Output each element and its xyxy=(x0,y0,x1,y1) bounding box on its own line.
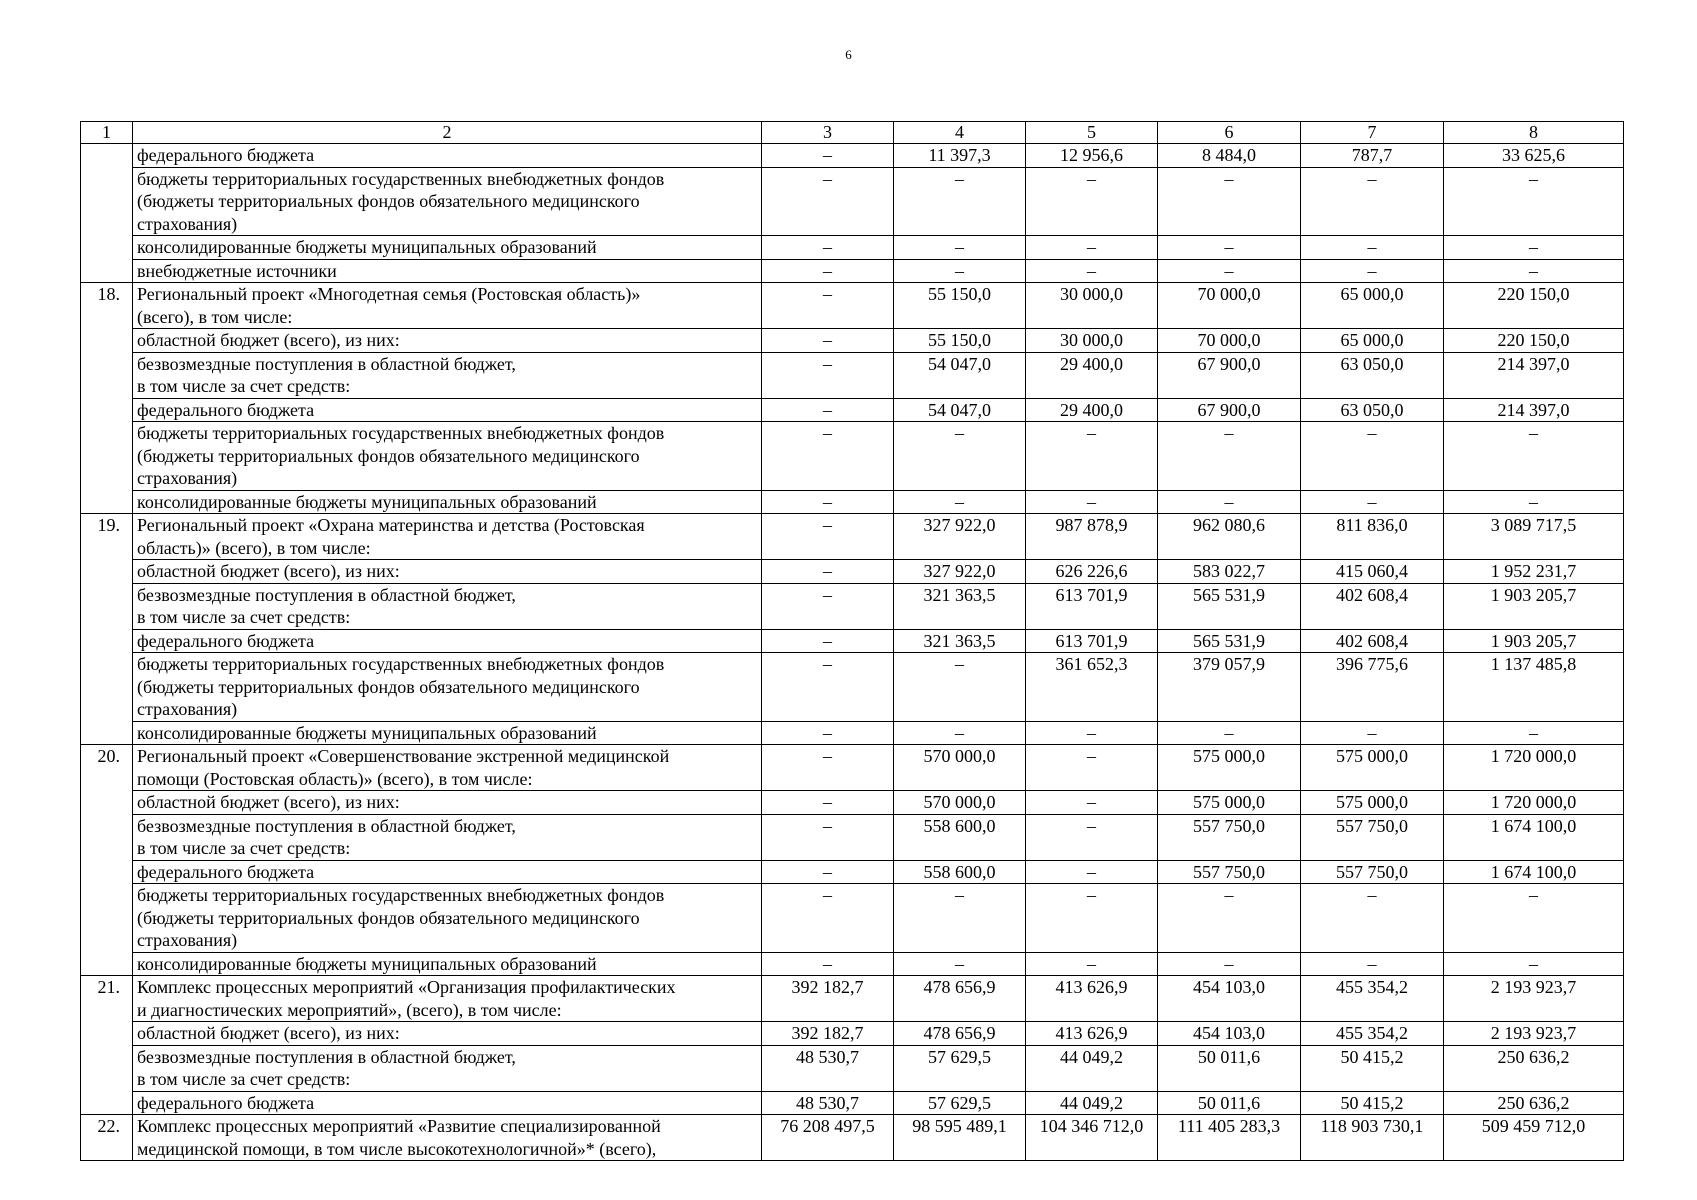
description-line: консолидированные бюджеты муниципальных образований xyxy=(137,237,597,257)
table-row xyxy=(81,560,1624,584)
value-cell-col-3: – xyxy=(762,560,894,584)
value-cell-col-7: 787,7 xyxy=(1301,144,1444,168)
description-line: бюджеты территориальных государственных внебюджетных фондов xyxy=(137,423,665,443)
table-row xyxy=(81,1045,1624,1091)
value-cell-col-5: 44 049,2 xyxy=(1026,1091,1158,1115)
value-cell-col-7: 402 608,4 xyxy=(1301,583,1444,629)
row-description xyxy=(133,1045,762,1091)
description-line: консолидированные бюджеты муниципальных образований xyxy=(137,722,597,743)
value-cell-col-6: 565 531,9 xyxy=(1158,583,1301,629)
value-cell-col-4: – xyxy=(894,952,1026,976)
value-cell-col-5: – xyxy=(1026,167,1158,236)
table-row xyxy=(81,1022,1624,1046)
value-cell-col-8: 250 636,2 xyxy=(1444,1091,1624,1115)
value-cell-col-3: – xyxy=(762,745,894,791)
value-cell-col-5: 29 400,0 xyxy=(1026,352,1158,398)
value-cell-col-4: – xyxy=(894,490,1026,514)
description-line: страхования) xyxy=(137,930,238,950)
description-line: безвозмездные поступления в областной бюджет, xyxy=(137,1046,516,1067)
table-row xyxy=(81,721,1624,745)
value-cell-col-7: 811 836,0 xyxy=(1301,514,1444,560)
value-cell-col-4: – xyxy=(894,167,1026,236)
row-index: 21. xyxy=(81,976,133,1115)
value-cell-col-8: 509 459 712,0 xyxy=(1444,1115,1624,1161)
value-cell-col-5: 361 652,3 xyxy=(1026,653,1158,722)
row-description xyxy=(133,721,762,745)
value-cell-col-8: – xyxy=(1444,490,1624,514)
row-description xyxy=(133,352,762,398)
value-cell-col-5: – xyxy=(1026,791,1158,815)
row-description xyxy=(133,1115,762,1161)
value-cell-col-7: 575 000,0 xyxy=(1301,791,1444,815)
description-line: медицинской помощи, в том числе высокотехнологичной»* (всего), xyxy=(137,1138,657,1159)
value-cell-col-4: 570 000,0 xyxy=(894,745,1026,791)
row-description xyxy=(133,952,762,976)
value-cell-col-3: – xyxy=(762,352,894,398)
value-cell-col-5: – xyxy=(1026,422,1158,491)
description-line: областной бюджет (всего), из них: xyxy=(137,1023,400,1043)
value-cell-col-5: – xyxy=(1026,236,1158,260)
table-row xyxy=(81,791,1624,815)
value-cell-col-8: 214 397,0 xyxy=(1444,352,1624,398)
value-cell-col-6: 379 057,9 xyxy=(1158,653,1301,722)
value-cell-col-5: 613 701,9 xyxy=(1026,583,1158,629)
value-cell-col-5: 987 878,9 xyxy=(1026,514,1158,560)
description-line: областной бюджет (всего), из них: xyxy=(137,330,400,350)
table-row xyxy=(81,144,1624,168)
value-cell-col-7: – xyxy=(1301,259,1444,283)
value-cell-col-5: 613 701,9 xyxy=(1026,629,1158,653)
value-cell-col-7: – xyxy=(1301,490,1444,514)
value-cell-col-6: – xyxy=(1158,884,1301,953)
value-cell-col-7: 50 415,2 xyxy=(1301,1045,1444,1091)
value-cell-col-3: 48 530,7 xyxy=(762,1091,894,1115)
value-cell-col-4: 57 629,5 xyxy=(894,1091,1026,1115)
value-cell-col-6: – xyxy=(1158,721,1301,745)
value-cell-col-3: 76 208 497,5 xyxy=(762,1115,894,1161)
value-cell-col-5: 104 346 712,0 xyxy=(1026,1115,1158,1161)
value-cell-col-7: 63 050,0 xyxy=(1301,398,1444,422)
value-cell-col-8: – xyxy=(1444,721,1624,745)
value-cell-col-6: 557 750,0 xyxy=(1158,814,1301,860)
description-line: (бюджеты территориальных фондов обязательного медицинского xyxy=(137,445,640,466)
description-line: (бюджеты территориальных фондов обязательного медицинского xyxy=(137,907,640,928)
value-cell-col-6: 50 011,6 xyxy=(1158,1045,1301,1091)
value-cell-col-7: 557 750,0 xyxy=(1301,814,1444,860)
row-description xyxy=(133,791,762,815)
value-cell-col-4: – xyxy=(894,653,1026,722)
value-cell-col-8: 220 150,0 xyxy=(1444,329,1624,353)
description-line: Комплекс процессных мероприятий «Организация профилактических xyxy=(137,977,676,997)
value-cell-col-5: – xyxy=(1026,259,1158,283)
value-cell-col-7: – xyxy=(1301,167,1444,236)
row-index: 19. xyxy=(81,514,133,745)
value-cell-col-8: – xyxy=(1444,167,1624,236)
value-cell-col-3: – xyxy=(762,884,894,953)
value-cell-col-5: – xyxy=(1026,952,1158,976)
value-cell-col-4: 478 656,9 xyxy=(894,976,1026,1022)
description-line: (бюджеты территориальных фондов обязательного медицинского xyxy=(137,191,640,211)
description-line: областной бюджет (всего), из них: xyxy=(137,561,400,581)
value-cell-col-6: 70 000,0 xyxy=(1158,329,1301,353)
description-line: безвозмездные поступления в областной бюджет, xyxy=(137,584,516,605)
row-description xyxy=(133,1091,762,1115)
value-cell-col-4: – xyxy=(894,259,1026,283)
description-line: внебюджетные источники xyxy=(137,260,337,281)
table-row xyxy=(81,283,1624,329)
value-cell-col-8: – xyxy=(1444,884,1624,953)
value-cell-col-5: 413 626,9 xyxy=(1026,976,1158,1022)
description-line: федерального бюджета xyxy=(137,630,315,651)
value-cell-col-7: – xyxy=(1301,721,1444,745)
value-cell-col-4: 55 150,0 xyxy=(894,283,1026,329)
row-description xyxy=(133,144,762,168)
description-line: бюджеты территориальных государственных внебюджетных фондов xyxy=(137,168,665,189)
value-cell-col-4: 570 000,0 xyxy=(894,791,1026,815)
column-header: 2 xyxy=(133,122,762,144)
table-row xyxy=(81,329,1624,353)
value-cell-col-3: – xyxy=(762,236,894,260)
value-cell-col-8: 2 193 923,7 xyxy=(1444,976,1624,1022)
value-cell-col-8: 1 674 100,0 xyxy=(1444,814,1624,860)
value-cell-col-4: – xyxy=(894,236,1026,260)
description-line: федерального бюджета xyxy=(137,399,315,420)
row-description xyxy=(133,259,762,283)
description-line: (всего), в том числе: xyxy=(137,306,293,327)
value-cell-col-8: 3 089 717,5 xyxy=(1444,514,1624,560)
value-cell-col-3: – xyxy=(762,860,894,884)
value-cell-col-8: – xyxy=(1444,952,1624,976)
value-cell-col-3: – xyxy=(762,283,894,329)
value-cell-col-3: – xyxy=(762,490,894,514)
value-cell-col-7: 557 750,0 xyxy=(1301,860,1444,884)
value-cell-col-7: – xyxy=(1301,422,1444,491)
value-cell-col-7: – xyxy=(1301,952,1444,976)
value-cell-col-6: 8 484,0 xyxy=(1158,144,1301,168)
description-line: Региональный проект «Многодетная семья (Ростовская область)» xyxy=(137,284,641,304)
description-line: Региональный проект «Охрана материнства и детства (Ростовская xyxy=(137,515,645,535)
table-row xyxy=(81,1091,1624,1115)
value-cell-col-4: 558 600,0 xyxy=(894,860,1026,884)
table-row xyxy=(81,514,1624,560)
table-row xyxy=(81,583,1624,629)
value-cell-col-3: – xyxy=(762,653,894,722)
value-cell-col-6: 67 900,0 xyxy=(1158,398,1301,422)
row-description xyxy=(133,167,762,236)
value-cell-col-3: – xyxy=(762,721,894,745)
value-cell-col-5: 30 000,0 xyxy=(1026,283,1158,329)
table-row xyxy=(81,629,1624,653)
table-row xyxy=(81,745,1624,791)
column-header: 4 xyxy=(894,122,1026,144)
value-cell-col-6: 111 405 283,3 xyxy=(1158,1115,1301,1161)
value-cell-col-6: 575 000,0 xyxy=(1158,791,1301,815)
description-line: бюджеты территориальных государственных внебюджетных фондов xyxy=(137,654,665,674)
value-cell-col-3: – xyxy=(762,329,894,353)
value-cell-col-8: 1 903 205,7 xyxy=(1444,583,1624,629)
value-cell-col-7: 65 000,0 xyxy=(1301,329,1444,353)
value-cell-col-4: 558 600,0 xyxy=(894,814,1026,860)
table-row xyxy=(81,398,1624,422)
value-cell-col-3: – xyxy=(762,259,894,283)
table-row xyxy=(81,236,1624,260)
description-line: в том числе за счет средств: xyxy=(137,1069,351,1089)
row-description xyxy=(133,398,762,422)
description-line: в том числе за счет средств: xyxy=(137,607,351,627)
table-row xyxy=(81,814,1624,860)
description-line: бюджеты территориальных государственных внебюджетных фондов xyxy=(137,885,665,905)
table-row xyxy=(81,490,1624,514)
value-cell-col-8: – xyxy=(1444,259,1624,283)
value-cell-col-8: 33 625,6 xyxy=(1444,144,1624,168)
value-cell-col-6: 70 000,0 xyxy=(1158,283,1301,329)
row-description xyxy=(133,490,762,514)
value-cell-col-4: – xyxy=(894,884,1026,953)
value-cell-col-6: 557 750,0 xyxy=(1158,860,1301,884)
row-index xyxy=(81,144,133,283)
table-row xyxy=(81,860,1624,884)
value-cell-col-5: 29 400,0 xyxy=(1026,398,1158,422)
row-description xyxy=(133,236,762,260)
row-description xyxy=(133,583,762,629)
column-header: 5 xyxy=(1026,122,1158,144)
value-cell-col-3: – xyxy=(762,398,894,422)
value-cell-col-8: 1 137 485,8 xyxy=(1444,653,1624,722)
value-cell-col-4: – xyxy=(894,721,1026,745)
description-line: в том числе за счет средств: xyxy=(137,838,351,858)
value-cell-col-4: 98 595 489,1 xyxy=(894,1115,1026,1161)
value-cell-col-4: 478 656,9 xyxy=(894,1022,1026,1046)
row-description xyxy=(133,860,762,884)
value-cell-col-3: 392 182,7 xyxy=(762,1022,894,1046)
value-cell-col-7: 575 000,0 xyxy=(1301,745,1444,791)
value-cell-col-3: – xyxy=(762,629,894,653)
row-description xyxy=(133,422,762,491)
value-cell-col-6: – xyxy=(1158,952,1301,976)
value-cell-col-4: – xyxy=(894,422,1026,491)
value-cell-col-6: 50 011,6 xyxy=(1158,1091,1301,1115)
value-cell-col-8: – xyxy=(1444,236,1624,260)
row-description xyxy=(133,884,762,953)
value-cell-col-5: – xyxy=(1026,745,1158,791)
table-row xyxy=(81,259,1624,283)
column-header: 8 xyxy=(1444,122,1624,144)
value-cell-col-4: 327 922,0 xyxy=(894,560,1026,584)
value-cell-col-6: – xyxy=(1158,422,1301,491)
value-cell-col-5: 413 626,9 xyxy=(1026,1022,1158,1046)
row-description xyxy=(133,514,762,560)
row-description xyxy=(133,653,762,722)
value-cell-col-4: 54 047,0 xyxy=(894,398,1026,422)
description-line: и диагностических мероприятий», (всего), в том числе: xyxy=(137,999,562,1020)
description-line: федерального бюджета xyxy=(137,1092,315,1113)
column-header: 7 xyxy=(1301,122,1444,144)
value-cell-col-5: – xyxy=(1026,884,1158,953)
value-cell-col-7: 50 415,2 xyxy=(1301,1091,1444,1115)
value-cell-col-3: – xyxy=(762,952,894,976)
description-line: безвозмездные поступления в областной бюджет, xyxy=(137,815,516,836)
value-cell-col-7: 63 050,0 xyxy=(1301,352,1444,398)
value-cell-col-8: 2 193 923,7 xyxy=(1444,1022,1624,1046)
column-header: 3 xyxy=(762,122,894,144)
description-line: федерального бюджета xyxy=(137,145,315,165)
value-cell-col-8: 1 674 100,0 xyxy=(1444,860,1624,884)
value-cell-col-5: – xyxy=(1026,721,1158,745)
value-cell-col-7: 415 060,4 xyxy=(1301,560,1444,584)
value-cell-col-3: – xyxy=(762,422,894,491)
value-cell-col-6: 575 000,0 xyxy=(1158,745,1301,791)
value-cell-col-7: 396 775,6 xyxy=(1301,653,1444,722)
description-line: в том числе за счет средств: xyxy=(137,376,351,396)
value-cell-col-4: 54 047,0 xyxy=(894,352,1026,398)
value-cell-col-8: 250 636,2 xyxy=(1444,1045,1624,1091)
value-cell-col-7: – xyxy=(1301,236,1444,260)
column-header: 1 xyxy=(81,122,133,144)
value-cell-col-8: 1 903 205,7 xyxy=(1444,629,1624,653)
row-index: 20. xyxy=(81,745,133,976)
value-cell-col-7: 118 903 730,1 xyxy=(1301,1115,1444,1161)
value-cell-col-6: – xyxy=(1158,167,1301,236)
value-cell-col-5: – xyxy=(1026,814,1158,860)
table-row xyxy=(81,167,1624,236)
description-line: консолидированные бюджеты муниципальных образований xyxy=(137,953,597,974)
row-description xyxy=(133,814,762,860)
value-cell-col-8: 220 150,0 xyxy=(1444,283,1624,329)
description-line: (бюджеты территориальных фондов обязательного медицинского xyxy=(137,676,640,697)
value-cell-col-7: – xyxy=(1301,884,1444,953)
description-line: Региональный проект «Совершенствование экстренной медицинской xyxy=(137,746,670,766)
value-cell-col-5: 626 226,6 xyxy=(1026,560,1158,584)
description-line: область)» (всего), в том числе: xyxy=(137,537,371,558)
value-cell-col-5: 12 956,6 xyxy=(1026,144,1158,168)
value-cell-col-4: 321 363,5 xyxy=(894,629,1026,653)
value-cell-col-8: 214 397,0 xyxy=(1444,398,1624,422)
description-line: страхования) xyxy=(137,213,238,234)
value-cell-col-4: 11 397,3 xyxy=(894,144,1026,168)
row-description xyxy=(133,1022,762,1046)
value-cell-col-5: 44 049,2 xyxy=(1026,1045,1158,1091)
value-cell-col-3: – xyxy=(762,144,894,168)
value-cell-col-8: – xyxy=(1444,422,1624,491)
value-cell-col-6: 565 531,9 xyxy=(1158,629,1301,653)
value-cell-col-3: 48 530,7 xyxy=(762,1045,894,1091)
value-cell-col-8: 1 952 231,7 xyxy=(1444,560,1624,584)
value-cell-col-7: 455 354,2 xyxy=(1301,1022,1444,1046)
row-description xyxy=(133,745,762,791)
value-cell-col-3: – xyxy=(762,814,894,860)
value-cell-col-8: 1 720 000,0 xyxy=(1444,745,1624,791)
value-cell-col-6: 962 080,6 xyxy=(1158,514,1301,560)
value-cell-col-5: 30 000,0 xyxy=(1026,329,1158,353)
page-number: 6 xyxy=(845,47,852,62)
value-cell-col-3: – xyxy=(762,514,894,560)
description-line: федерального бюджета xyxy=(137,861,315,882)
table-row xyxy=(81,884,1624,953)
value-cell-col-6: 67 900,0 xyxy=(1158,352,1301,398)
value-cell-col-4: 57 629,5 xyxy=(894,1045,1026,1091)
value-cell-col-6: – xyxy=(1158,236,1301,260)
value-cell-col-4: 321 363,5 xyxy=(894,583,1026,629)
description-line: страхования) xyxy=(137,699,238,719)
row-index: 18. xyxy=(81,283,133,514)
description-line: страхования) xyxy=(137,468,238,488)
row-description xyxy=(133,976,762,1022)
table-row xyxy=(81,952,1624,976)
table-row xyxy=(81,352,1624,398)
value-cell-col-5: – xyxy=(1026,860,1158,884)
column-header: 6 xyxy=(1158,122,1301,144)
row-index: 22. xyxy=(81,1115,133,1161)
value-cell-col-6: 454 103,0 xyxy=(1158,1022,1301,1046)
row-description xyxy=(133,283,762,329)
description-line: консолидированные бюджеты муниципальных образований xyxy=(137,491,597,512)
column-number-header-row xyxy=(81,122,1624,144)
budget-table xyxy=(80,121,1624,1161)
value-cell-col-5: – xyxy=(1026,490,1158,514)
table-row xyxy=(81,976,1624,1022)
value-cell-col-3: – xyxy=(762,583,894,629)
description-line: безвозмездные поступления в областной бюджет, xyxy=(137,353,516,374)
value-cell-col-4: 327 922,0 xyxy=(894,514,1026,560)
row-description xyxy=(133,629,762,653)
value-cell-col-3: 392 182,7 xyxy=(762,976,894,1022)
value-cell-col-7: 65 000,0 xyxy=(1301,283,1444,329)
row-description xyxy=(133,329,762,353)
table-row xyxy=(81,1115,1624,1161)
value-cell-col-3: – xyxy=(762,791,894,815)
value-cell-col-7: 402 608,4 xyxy=(1301,629,1444,653)
table-row xyxy=(81,422,1624,491)
value-cell-col-6: – xyxy=(1158,490,1301,514)
value-cell-col-6: – xyxy=(1158,259,1301,283)
description-line: областной бюджет (всего), из них: xyxy=(137,792,400,812)
description-line: Комплекс процессных мероприятий «Развитие специализированной xyxy=(137,1116,661,1136)
value-cell-col-6: 583 022,7 xyxy=(1158,560,1301,584)
table-row xyxy=(81,653,1624,722)
value-cell-col-3: – xyxy=(762,167,894,236)
row-description xyxy=(133,560,762,584)
value-cell-col-4: 55 150,0 xyxy=(894,329,1026,353)
value-cell-col-6: 454 103,0 xyxy=(1158,976,1301,1022)
value-cell-col-8: 1 720 000,0 xyxy=(1444,791,1624,815)
description-line: помощи (Ростовская область)» (всего), в том числе: xyxy=(137,768,533,789)
value-cell-col-7: 455 354,2 xyxy=(1301,976,1444,1022)
